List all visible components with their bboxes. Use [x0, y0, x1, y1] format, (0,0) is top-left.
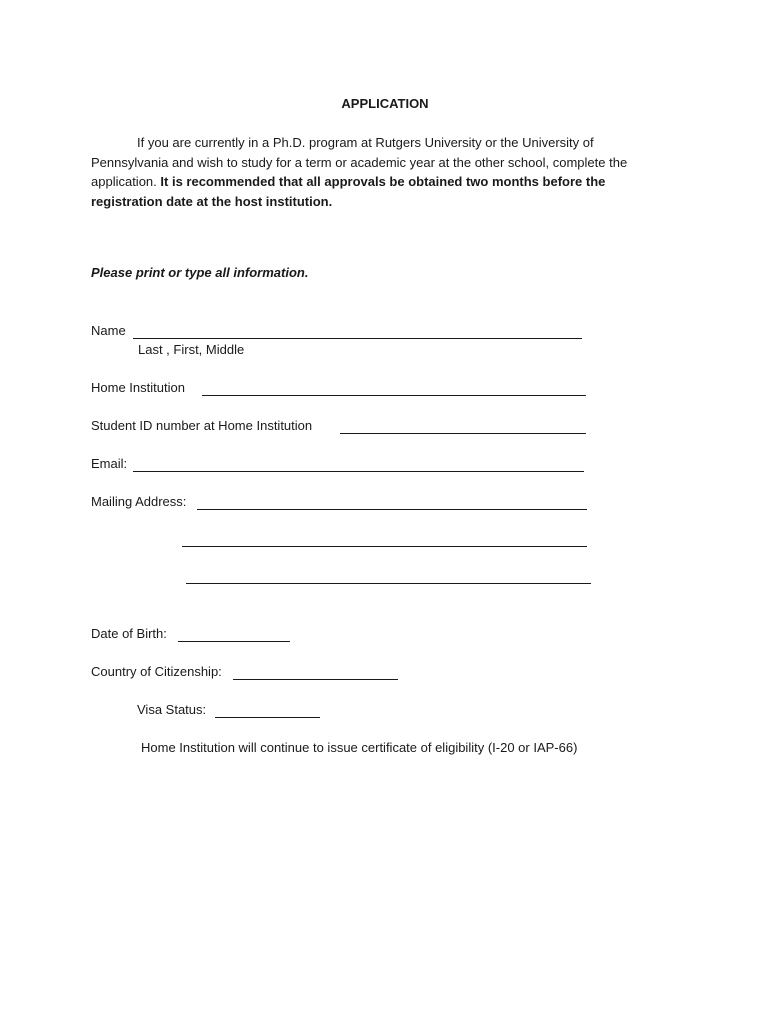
- name-sublabel: Last , First, Middle: [138, 342, 245, 357]
- date-of-birth-field-line[interactable]: [178, 641, 290, 642]
- page-title: APPLICATION: [341, 96, 429, 111]
- country-of-citizenship-field-line[interactable]: [233, 679, 398, 680]
- email-field-line[interactable]: [133, 471, 584, 472]
- instruction-text: Please print or type all information.: [91, 265, 309, 280]
- mailing-address-label: Mailing Address:: [91, 494, 187, 509]
- visa-status-label: Visa Status:: [137, 702, 207, 717]
- mailing-address-line-2[interactable]: [182, 546, 587, 547]
- mailing-address-line-3[interactable]: [186, 583, 591, 584]
- visa-status-field-line[interactable]: [215, 717, 320, 718]
- student-id-field-line[interactable]: [340, 433, 586, 434]
- eligibility-note: Home Institution will continue to issue certificate of eligibility (I-20 or IAP-66): [141, 740, 578, 755]
- mailing-address-line-1[interactable]: [197, 509, 587, 510]
- name-field-line[interactable]: [133, 338, 582, 339]
- intro-paragraph: [91, 133, 671, 211]
- student-id-label: Student ID number at Home Institution: [91, 418, 313, 433]
- home-institution-label: Home Institution: [91, 380, 185, 395]
- name-label: Name: [91, 323, 126, 338]
- home-institution-field-line[interactable]: [202, 395, 586, 396]
- intro-text: If you are currently in a Ph.D. program at Rutgers University or the University of Pennsylvania and wish to study for a term or academic year at the other school, complete the application.: [91, 135, 628, 189]
- country-of-citizenship-label: Country of Citizenship:: [91, 664, 222, 679]
- email-label: Email:: [91, 456, 128, 471]
- date-of-birth-label: Date of Birth:: [91, 626, 167, 641]
- intro-bold-text: It is recommended that all approvals be obtained two months before the registration date at the host institution.: [91, 174, 606, 209]
